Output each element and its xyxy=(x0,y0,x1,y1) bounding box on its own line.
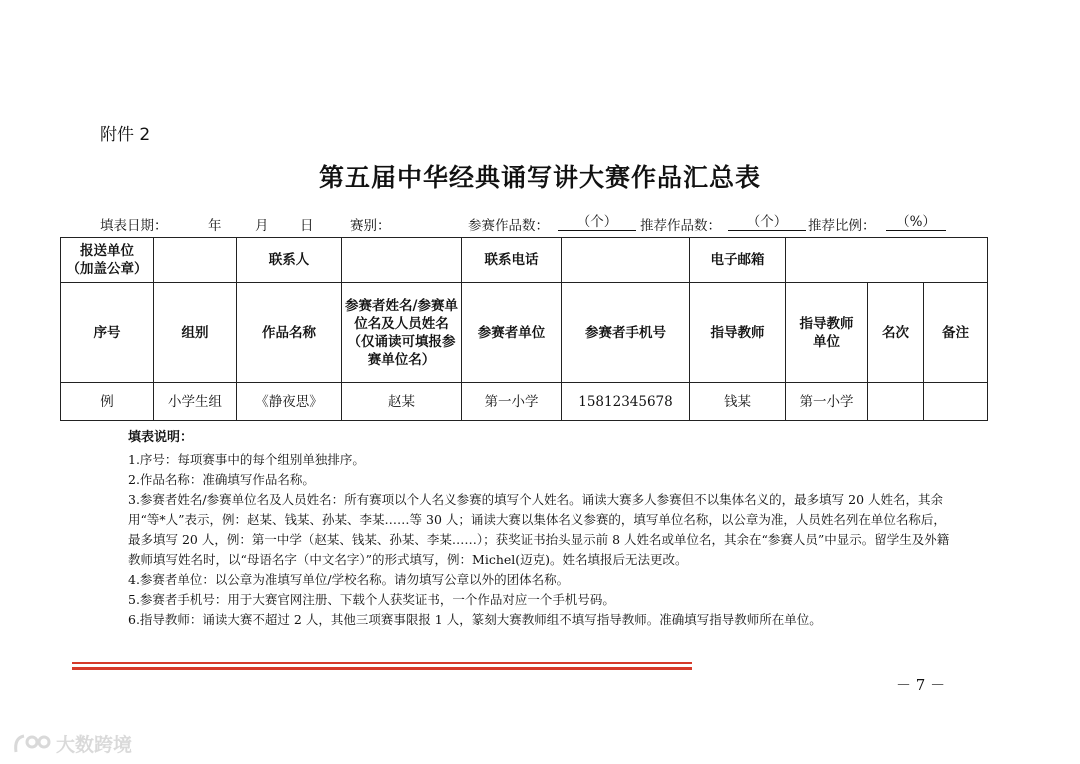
col-header-participant-phone: 参赛者手机号 xyxy=(562,283,690,383)
instruction-item: 6.指导教师：诵读大赛不超过 2 人，其他三项赛事限报 1 人，篆刻大赛教师组不填写指导教师。准确填写指导教师所在单位。 xyxy=(128,612,822,627)
instruction-item: 3.参赛者姓名/参赛单位名及人员姓名：所有赛项以个人名义参赛的填写个人姓名。诵读大赛多人参赛但不以集体名义的，最多填写 20 人姓名，其余用“等*人”表示，例：赵某、钱某、孙某、李某……等 30 人；诵读大赛以集体名义参赛的，填写单位名称，以公章为准，人员姓名列在单位名称后，最多填写 20 人，例：第一中学（赵某、钱某、孙某、李某……）；获奖证书抬头显示前 8 人姓名或单位名，其余在“参赛人员”中显示。留学生及外籍教师填写姓名时，以“母语名字（中文名字）”的形式填写，例：Michel(迈克)。姓名填报后无法更改。 xyxy=(128,492,950,567)
instruction-item: 5.参赛者手机号：用于大赛官网注册、下载个人获奖证书，一个作品对应一个手机号码。 xyxy=(128,592,615,607)
cell-participant-name: 赵某 xyxy=(342,383,462,421)
cell-work-title: 《静夜思》 xyxy=(237,383,342,421)
fill-date-label: 填表日期： xyxy=(100,218,168,234)
submitting-unit-row xyxy=(61,238,988,283)
instruction-item: 2.作品名称：准确填写作品名称。 xyxy=(128,472,315,487)
form-meta-line xyxy=(100,214,960,236)
cell-index: 例 xyxy=(61,383,154,421)
phone-field[interactable] xyxy=(562,238,690,283)
watermark-text: 大数跨境 xyxy=(56,734,133,756)
entries-unit: （个） xyxy=(576,214,618,230)
watermark xyxy=(12,730,132,757)
column-header-row xyxy=(61,283,988,383)
instruction-item: 1.序号：每项赛事中的每个组别单独排序。 xyxy=(128,452,365,467)
col-header-rank: 名次 xyxy=(868,283,924,383)
cell-rank xyxy=(868,383,924,421)
footer-rule-thick xyxy=(72,667,692,670)
entries-count-field[interactable] xyxy=(558,214,636,231)
ratio-field[interactable] xyxy=(886,214,946,231)
col-header-group: 组别 xyxy=(154,283,237,383)
contact-label: 联系人 xyxy=(237,238,342,283)
ratio-label: 推荐比例： xyxy=(808,218,876,234)
submitting-unit-label: 报送单位 （加盖公章） xyxy=(61,238,154,283)
col-header-instructor: 指导教师 xyxy=(690,283,786,383)
email-field[interactable] xyxy=(786,238,988,283)
recommended-count-label: 推荐作品数： xyxy=(640,218,721,234)
instruction-item: 4.参赛者单位：以公章为准填写单位/学校名称。请勿填写公章以外的团体名称。 xyxy=(128,572,570,587)
works-summary-table xyxy=(60,237,988,421)
year-label: 年 xyxy=(208,218,222,234)
instructions-title: 填表说明： xyxy=(128,430,194,445)
phone-label: 联系电话 xyxy=(462,238,562,283)
entries-count-label: 参赛作品数： xyxy=(468,218,549,234)
col-header-work-title: 作品名称 xyxy=(237,283,342,383)
table-row xyxy=(61,383,988,421)
recommended-unit: （个） xyxy=(746,214,788,230)
col-header-participant-name: 参赛者姓名/参赛单位名及人员姓名（仅诵读可填报参赛单位名） xyxy=(342,283,462,383)
month-label: 月 xyxy=(255,218,269,234)
email-label: 电子邮箱 xyxy=(690,238,786,283)
category-label: 赛别： xyxy=(350,218,391,234)
cell-group: 小学生组 xyxy=(154,383,237,421)
cell-participant-phone: 15812345678 xyxy=(562,383,690,421)
recommended-count-field[interactable] xyxy=(728,214,806,231)
cell-instructor-unit: 第一小学 xyxy=(786,383,868,421)
col-header-remarks: 备注 xyxy=(924,283,988,383)
cell-instructor: 钱某 xyxy=(690,383,786,421)
footer-rule-thin xyxy=(72,662,692,664)
cell-participant-unit: 第一小学 xyxy=(462,383,562,421)
filling-instructions xyxy=(128,428,958,630)
document-title: 第五届中华经典诵写讲大赛作品汇总表 xyxy=(318,163,761,192)
col-header-instructor-unit: 指导教师 单位 xyxy=(786,283,868,383)
ratio-unit: （%） xyxy=(896,214,936,230)
brand-logo-icon xyxy=(12,732,52,756)
contact-field[interactable] xyxy=(342,238,462,283)
attachment-label: 附件 2 xyxy=(100,125,151,145)
submitting-unit-field[interactable] xyxy=(154,238,237,283)
col-header-participant-unit: 参赛者单位 xyxy=(462,283,562,383)
day-label: 日 xyxy=(300,218,314,234)
col-header-index: 序号 xyxy=(61,283,154,383)
cell-remarks xyxy=(924,383,988,421)
page-number: － 7 － xyxy=(896,676,946,694)
